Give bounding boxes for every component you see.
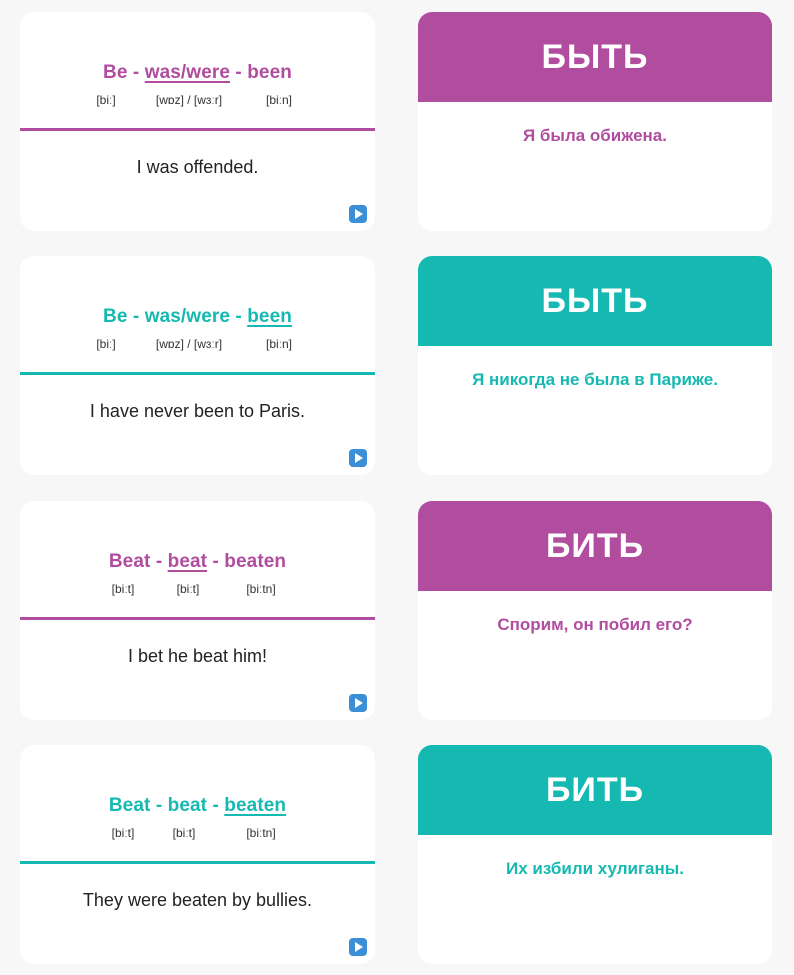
form-separator: - [207, 795, 225, 816]
russian-card [418, 256, 772, 475]
play-icon[interactable] [349, 205, 367, 223]
flashcard-row [20, 501, 772, 720]
verb-form: beaten [224, 551, 287, 572]
transcription: [biːt] [176, 582, 200, 596]
russian-word: БИТЬ [418, 501, 772, 591]
verb-form: Beat [108, 551, 151, 572]
russian-word: БИТЬ [418, 745, 772, 835]
russian-word: БЫТЬ [418, 256, 772, 346]
english-card [20, 12, 375, 231]
transcription: [biː] [96, 337, 116, 351]
verb-form: beaten [224, 795, 287, 816]
transcription: [biːt] [111, 826, 135, 840]
verb-form: Be [103, 306, 128, 327]
transcription: [biːn] [265, 93, 293, 107]
verb-form: beat [167, 795, 208, 816]
transcription: [wɒz] / [wɜːr] [155, 93, 223, 107]
transcription: [biːtn] [246, 582, 276, 596]
russian-sentence: Я никогда не была в Париже. [472, 370, 718, 389]
transcription: [biːtn] [246, 826, 276, 840]
russian-card [418, 12, 772, 231]
verb-form: was/were [144, 62, 231, 83]
example-sentence: I have never been to Paris. [89, 401, 306, 421]
russian-card [418, 745, 772, 964]
english-card [20, 256, 375, 475]
transcription: [wɒz] / [wɜːr] [155, 337, 223, 351]
verb-form: beat [167, 551, 208, 572]
english-card [20, 745, 375, 964]
divider [20, 372, 375, 375]
form-separator: - [230, 62, 248, 83]
verb-forms [20, 62, 375, 84]
russian-sentence: Я была обижена. [522, 126, 667, 145]
play-icon[interactable] [349, 449, 367, 467]
example-sentence: I bet he beat him! [127, 646, 268, 666]
verb-form: been [247, 306, 292, 327]
verb-form: Beat [108, 795, 151, 816]
verb-form: been [247, 62, 292, 83]
english-card [20, 501, 375, 720]
form-separator: - [150, 795, 168, 816]
form-separator: - [230, 306, 248, 327]
divider [20, 617, 375, 620]
verb-form: was/were [144, 306, 231, 327]
form-separator: - [150, 551, 168, 572]
verb-forms [20, 551, 375, 573]
transcription: [biːn] [265, 337, 293, 351]
transcription: [biːt] [172, 826, 196, 840]
form-separator: - [127, 306, 145, 327]
russian-card [418, 501, 772, 720]
russian-word: БЫТЬ [418, 12, 772, 102]
form-separator: - [207, 551, 225, 572]
example-sentence: They were beaten by bullies. [82, 890, 313, 910]
play-icon[interactable] [349, 938, 367, 956]
russian-sentence: Их избили хулиганы. [506, 859, 684, 878]
russian-sentence: Спорим, он побил его? [497, 615, 693, 634]
verb-forms [20, 795, 375, 817]
verb-form: Be [103, 62, 128, 83]
divider [20, 861, 375, 864]
form-separator: - [127, 62, 145, 83]
flashcard-row [20, 256, 772, 475]
example-sentence: I was offended. [136, 157, 259, 177]
flashcard-row [20, 745, 772, 964]
transcription: [biː] [96, 93, 116, 107]
verb-forms [20, 306, 375, 328]
flashcard-row [20, 12, 772, 231]
transcription: [biːt] [111, 582, 135, 596]
play-icon[interactable] [349, 694, 367, 712]
divider [20, 128, 375, 131]
